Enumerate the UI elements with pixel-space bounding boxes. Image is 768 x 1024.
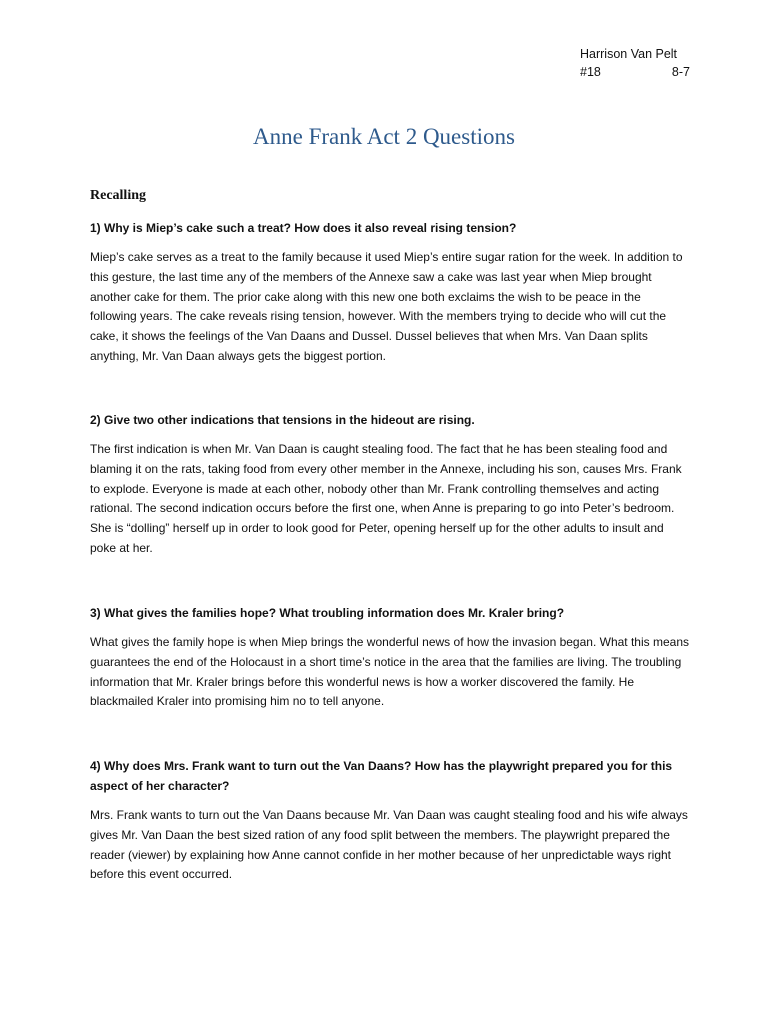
answer-text: The first indication is when Mr. Van Daan is caught stealing food. The fact that he has been stealing food and blaming it on the rats, taking food from every other member in the Annexe, including his son, causes Mrs. Frank to explode. Everyone is made at each other, nobody other than Mr. Frank controlling themselves and acting rational. The second indication occurs before the first one, when Anne is preparing to go into Peter’s bedroom. She is “dolling” herself up in order to look good for Peter, opening herself up for the other adults to insult and poke at her. bbox=[90, 442, 682, 555]
question-text: 3) What gives the families hope? What troubling information does Mr. Kraler bring? bbox=[90, 606, 565, 620]
document-title: Anne Frank Act 2 Questions bbox=[253, 124, 515, 149]
student-name: Harrison Van Pelt bbox=[580, 47, 678, 61]
answer-text: Mrs. Frank wants to turn out the Van Daans because Mr. Van Daan was caught stealing food and his wife always gives Mr. Van Daan the best sized ration of any food split between the members. The playwright prepared the reader (viewer) by explaining how Anne cannot confide in her mother because of her unpredictable ways right before this event occurred. bbox=[90, 808, 688, 882]
question-text: 1) Why is Miep’s cake such a treat? How does it also reveal rising tension? bbox=[90, 221, 517, 235]
student-info-row bbox=[580, 63, 690, 81]
answer-text: What gives the family hope is when Miep brings the wonderful news of how the invasion began. What this means guarantees the end of the Holocaust in a short time’s notice in the area that the families are living. The troubling information that Mr. Kraler brings before this wonderful news is how a worker discovered the family. He blackmailed Kraler into promising him no to tell anyone. bbox=[90, 635, 689, 709]
section-heading-recalling: Recalling bbox=[90, 188, 146, 203]
answer-text: Miep’s cake serves as a treat to the family because it used Miep’s entire sugar ration for the week. In addition to this gesture, the last time any of the members of the Annexe saw a cake was last year when Miep brought another cake for them. The prior cake along with this new one both exclaims the wish to be peace in the following years. The cake reveals rising tension, however. With the members trying to decide who will cut the cake, it shows the feelings of the Van Daans and Dussel. Dussel believes that when Mrs. Van Daan splits anything, Mr. Van Daan always gets the biggest portion. bbox=[90, 250, 683, 363]
student-number: #18 bbox=[580, 65, 601, 79]
question-block-2 bbox=[90, 410, 690, 559]
question-text: 4) Why does Mrs. Frank want to turn out the Van Daans? How has the playwright prepared you for this aspect of her character? bbox=[90, 759, 673, 793]
question-block-1 bbox=[90, 218, 690, 367]
question-block-3 bbox=[90, 603, 690, 712]
class-period: 8-7 bbox=[671, 65, 690, 79]
student-header bbox=[580, 45, 690, 81]
question-block-4 bbox=[90, 756, 690, 885]
question-text: 2) Give two other indications that tensions in the hideout are rising. bbox=[90, 413, 475, 427]
